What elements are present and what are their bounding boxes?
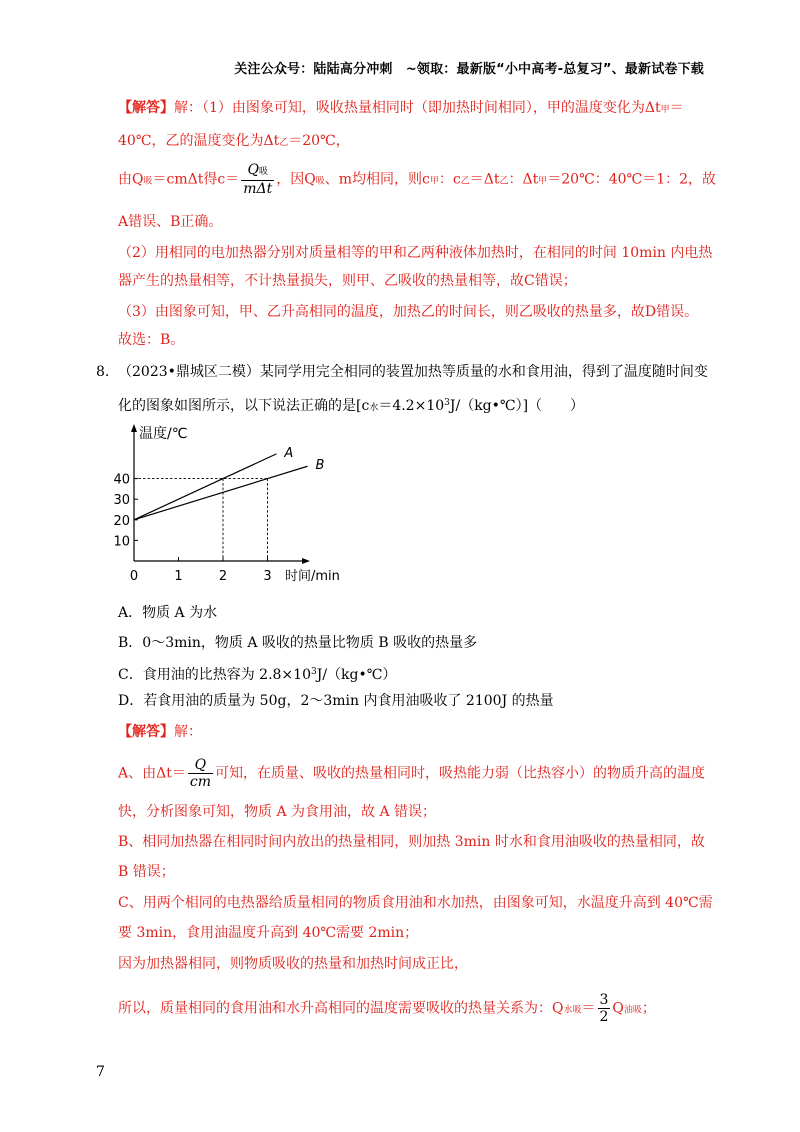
answer-a-line-1: A、由Δt＝ $\frac{Q}{cm}$ 可知，在质量、吸收的热量相同时，吸热能力弱（比热容小）的物质升高的温度 xyxy=(118,757,705,790)
fraction-three-halves: $\frac{3}{2}$ xyxy=(599,992,609,1025)
answer-a-line-2: 快，分析图象可知，物质 A 为食用油，故 A 错误； xyxy=(118,804,437,820)
y-tick-label: 30 xyxy=(113,493,130,509)
question-number: 8. xyxy=(96,364,110,380)
answer-b-line-2: B 错误； xyxy=(118,864,175,880)
series-label-a: A xyxy=(284,445,294,461)
prev-answer-line-2: 40℃，乙的温度变化为Δt乙＝20℃， xyxy=(118,133,350,149)
prev-answer-line-3: 由Q吸＝cmΔt得c＝ $\frac{\text{Q吸}}{\text{mΔt}}$ ，因Q吸、m均相同，则c甲：c乙＝Δt乙：Δt甲＝20℃：40℃＝1：2，故 xyxy=(118,162,717,197)
answer-b-line-1: B、相同加热器在相同时间内放出的热量相同，则加热 3min 时水和食用油吸收的热量相同，故 xyxy=(118,834,705,850)
answer-tag: 【解答】 xyxy=(118,100,174,116)
option-d: D．若食用油的质量为 50g，2～3min 内食用油吸收了 2100J 的热量 xyxy=(118,693,554,709)
page-header: 关注公众号：陆陆高分冲刺 ~领取：最新版“小中高考-总复习”、最新试卷下载 xyxy=(234,62,704,77)
y-axis-label: 温度/℃ xyxy=(139,426,188,442)
x-tick-label: 2 xyxy=(218,569,228,584)
prev-answer-line-5: （2）用相同的电加热器分别对质量相等的甲和乙两种液体加热时，在相同的时间 10min 内电热 xyxy=(118,245,713,261)
x-axis-arrow xyxy=(302,558,310,564)
option-c: C．食用油的比热容为 $2.8\times 10^3J/(kg•℃)$ xyxy=(118,667,397,683)
x-tick-label: 3 xyxy=(263,569,272,584)
y-tick-label: 10 xyxy=(113,534,130,550)
prev-answer-line-6: 器产生的热量相等，不计热量损失，则甲、乙吸收的热量相等，故C错误； xyxy=(118,273,577,289)
y-tick-label: 20 xyxy=(113,513,130,529)
answer-c-line-2: 要 3min，食用油温度升高到 40℃需要 2min； xyxy=(118,925,419,941)
prev-answer-line-8: 故选：B。 xyxy=(118,332,185,348)
prev-answer-line-4: A错误、B正确。 xyxy=(118,214,223,230)
y-tick-label: 40 xyxy=(113,472,130,488)
answer-c-line-4: 所以，质量相同的食用油和水升高相同的温度需要吸收的热量关系为：Q水吸＝ $\frac{3}{2}$ Q油吸； xyxy=(118,992,656,1025)
answer-c-line-1: C、用两个相同的电热器给质量相同的物质食用油和水加热，由图象可知，水温度升高到 40℃需 xyxy=(118,895,713,911)
x-tick-label: 1 xyxy=(174,569,183,584)
series-label-b: B xyxy=(315,458,325,474)
answer-header: 【解答】解： xyxy=(118,724,202,740)
series-line-b xyxy=(134,466,308,520)
x-tick-label: 0 xyxy=(129,569,139,584)
prev-answer-line-7: （3）由图象可知，甲、乙升高相同的温度，加热乙的时间长，则乙吸收的热量多，故D错误。 xyxy=(118,304,699,320)
prev-answer-line-1: 【解答】解：（1）由图象可知，吸收热量相同时（即加热时间相同），甲的温度变化为Δt甲＝ xyxy=(118,100,684,116)
series-line-a xyxy=(134,454,276,520)
temperature-time-chart xyxy=(105,418,355,588)
question-line-2: 化的图象如图所示，以下说法正确的是[c水$=4.2\times 10^3J/(kg•℃)$]（ ） xyxy=(118,398,585,414)
option-a: A．物质 A 为水 xyxy=(118,605,218,621)
answer-c-line-3: 因为加热器相同，则物质吸收的热量和加热时间成正比， xyxy=(118,956,468,972)
y-axis-arrow xyxy=(131,424,137,432)
page-number: 7 xyxy=(96,1064,105,1080)
option-b: B．0～3min，物质 A 吸收的热量比物质 B 吸收的热量多 xyxy=(118,635,478,651)
question-line-1: （2023•鼎城区二模）某同学用完全相同的装置加热等质量的水和食用油，得到了温度随时间变 xyxy=(118,364,708,380)
fraction-c-formula: $\frac{\text{Q吸}}{\text{mΔt}}$ xyxy=(243,162,273,197)
fraction-dt-formula: $\frac{Q}{cm}$ xyxy=(189,757,211,790)
x-axis-label: 时间/min xyxy=(285,569,340,584)
